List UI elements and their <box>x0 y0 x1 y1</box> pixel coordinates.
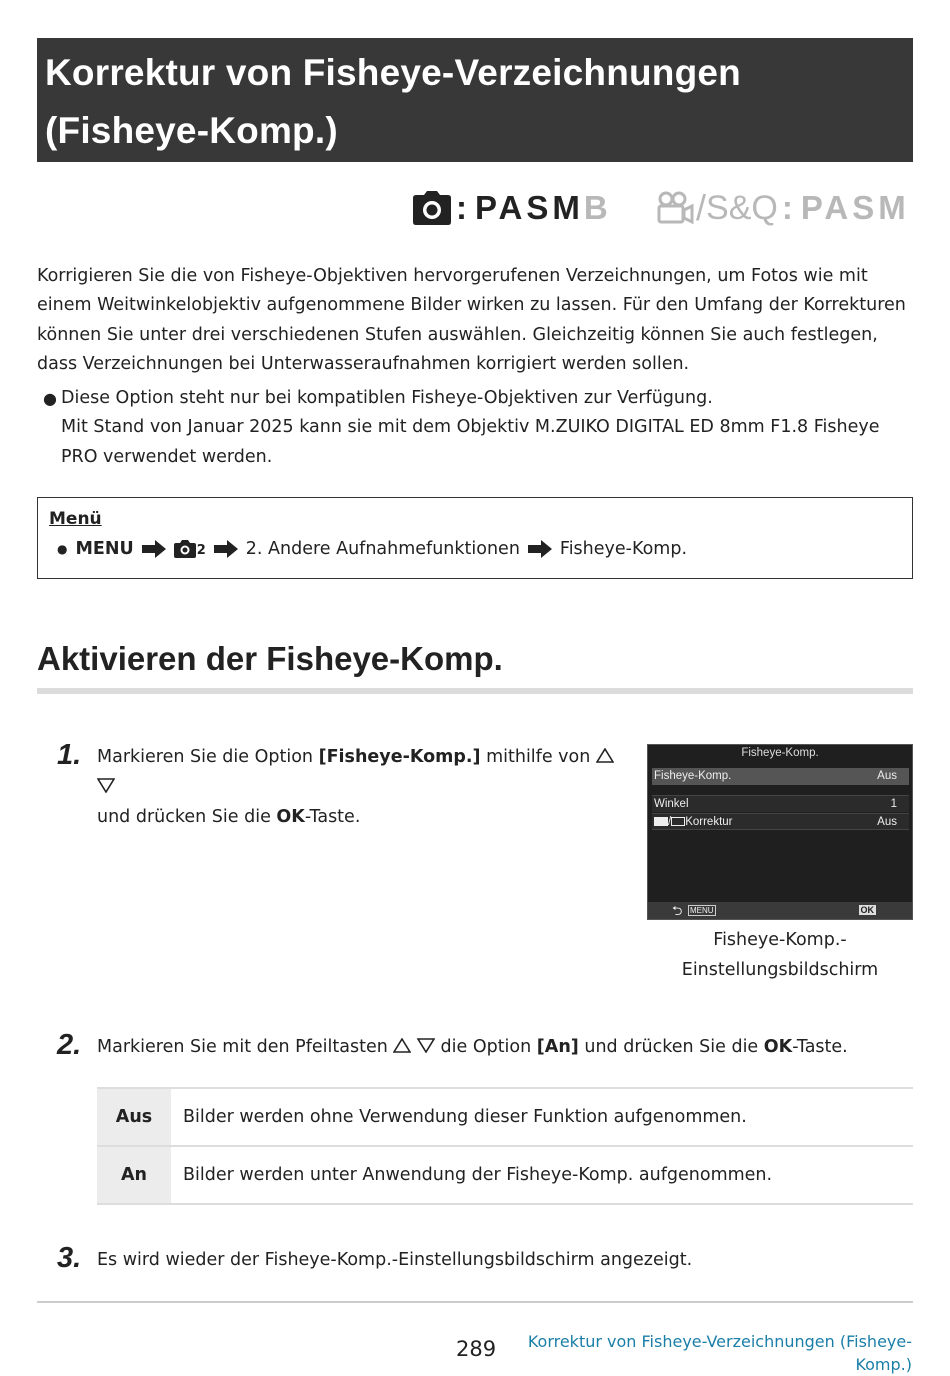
ok-key: OK <box>763 1037 793 1057</box>
footer-section-link[interactable]: Korrektur von Fisheye-Verzeichnungen (Fisheye- Komp.) <box>527 1332 912 1374</box>
photo-modes-active: PASM <box>475 189 584 226</box>
option-desc: Bilder werden ohne Verwendung dieser Funktion aufgenommen. <box>171 1088 913 1146</box>
menu-path-box <box>37 497 913 579</box>
page-title <box>37 38 913 162</box>
section-divider <box>37 688 913 694</box>
camera-icon <box>412 191 452 225</box>
footer-divider <box>37 1301 913 1303</box>
option-name: [Fisheye-Komp.] <box>318 747 481 767</box>
arrow-down-icon <box>97 778 115 793</box>
screen-footer <box>648 902 912 919</box>
arrow-right-icon <box>142 540 166 558</box>
step-3-text: Es wird wieder der Fisheye-Komp.-Einstellungsbildschirm angezeigt. <box>97 1250 693 1270</box>
screen-row-korrektur: / Korrektur Aus <box>652 813 909 830</box>
page-title-line2: (Fisheye-Komp.) <box>45 110 338 151</box>
page-title-line1: Korrektur von Fisheye-Verzeichnungen <box>45 52 741 93</box>
bullet-dot: ● <box>43 389 57 408</box>
arrow-right-icon <box>528 540 552 558</box>
menu-path-item1: 2. Andere Aufnahmefunktionen <box>245 539 520 559</box>
ok-badge: OK <box>860 905 874 915</box>
photo-mode-indicator: : PASM B <box>412 188 612 228</box>
option-key: An <box>97 1146 171 1204</box>
section-heading: Aktivieren der Fisheye-Komp. <box>37 640 503 677</box>
table-row <box>97 1088 913 1146</box>
camera-settings-screen <box>647 744 913 920</box>
step-3-number: 3. <box>57 1242 82 1274</box>
sq-mode-label: S&Q <box>706 188 778 227</box>
option-key: Aus <box>97 1088 171 1146</box>
table-row <box>97 1146 913 1204</box>
bullet-dot: ● <box>57 542 68 556</box>
back-icon: ⮌ <box>672 903 683 918</box>
camera-tab-index: 2 <box>196 543 206 558</box>
arrow-down-icon <box>417 1038 435 1053</box>
menu-key: MENU <box>75 539 134 559</box>
option-desc: Bilder werden unter Anwendung der Fisheye-Komp. aufgenommen. <box>171 1146 913 1204</box>
intro-paragraph: Korrigieren Sie die von Fisheye-Objektiven hervorgerufenen Verzeichnungen, um Fotos wie mit einem Weitwinkelobjektiv aufgenommene Bilder wirken zu lassen. Für den Umfang der Korrekturen können Sie unter drei verschiedenen Stufen auswählen. Gleichzeitig können Sie auch festlegen, dass Verzeichnungen bei Unterwasseraufnahmen korrigiert werden sollen. <box>37 266 906 375</box>
menu-path <box>57 539 687 559</box>
screen-row-fisheye: Fisheye-Komp. Aus <box>652 768 909 785</box>
compatibility-note <box>37 384 917 472</box>
arrow-up-icon <box>393 1038 411 1053</box>
option-on: [An] <box>536 1037 579 1057</box>
screen-title: Fisheye-Komp. <box>741 747 819 759</box>
photo-mode-b-inactive: B <box>583 189 612 226</box>
screen-row-winkel: Winkel 1 <box>652 795 909 812</box>
note-line2: Mit Stand von Januar 2025 kann sie mit dem Objektiv M.ZUIKO DIGITAL ED 8mm F1.8 Fisheye PRO verwendet werden. <box>61 417 880 467</box>
options-table <box>97 1087 913 1205</box>
step-1-text: Markieren Sie die Option [Fisheye-Komp.] mithilfe von und drücken Sie die OK-Taste. <box>97 742 637 832</box>
menu-heading: Menü <box>49 509 102 529</box>
movie-modes-inactive: PASM <box>800 189 910 226</box>
movie-mode-indicator: / S&Q : PASM <box>656 188 910 228</box>
step-2-number: 2. <box>57 1029 82 1061</box>
underwater-icon <box>654 817 668 826</box>
arrow-up-icon <box>596 748 614 763</box>
step-1-number: 1. <box>57 739 82 771</box>
arrow-right-icon <box>214 540 238 558</box>
note-line1: Diese Option steht nur bei kompatiblen Fisheye-Objektiven zur Verfügung. <box>61 388 713 408</box>
menu-badge: MENU <box>690 906 714 915</box>
step-2-text: Markieren Sie mit den Pfeiltasten die Option [An] und drücken Sie die OK-Taste. <box>97 1037 848 1057</box>
menu-path-item2: Fisheye-Komp. <box>559 539 688 559</box>
page-number: 289 <box>456 1337 497 1361</box>
underwater-wide-icon <box>671 817 685 826</box>
screen-caption: Fisheye-Komp.- Einstellungsbildschirm <box>681 930 879 980</box>
movie-camera-icon <box>656 191 694 225</box>
camera-tab-icon <box>174 540 206 558</box>
ok-key: OK <box>276 807 305 827</box>
